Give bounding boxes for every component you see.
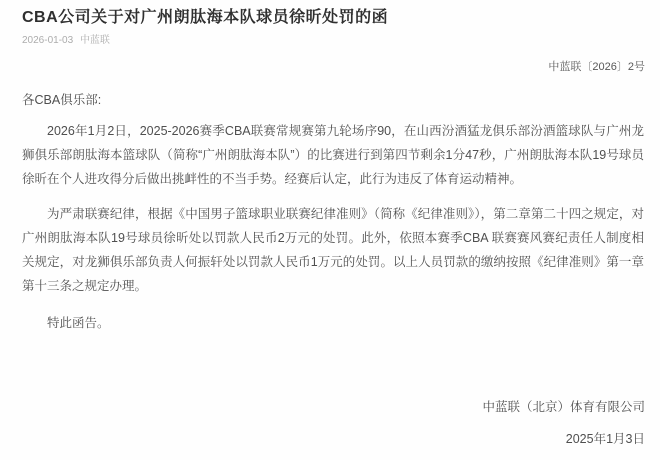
signature-company: 中蓝联（北京）体育有限公司	[482, 400, 645, 414]
publish-date: 2026-01-03	[22, 35, 74, 46]
publisher-name: 中蓝联	[79, 35, 110, 46]
closing-line: 特此函告。	[47, 316, 110, 330]
page-title: CBA公司关于对广州朗肽海本队球员徐昕处罚的函	[22, 9, 389, 26]
signature-block	[482, 399, 645, 447]
body-paragraph-1: 2026年1月2日，2025-2026赛季CBA联赛常规赛第九轮场序90，在山西汾酒猛龙俱乐部汾酒篮球队与广州龙狮俱乐部朗肽海本篮球队（简称“广州朗肽海本队”）的比赛进行到第四节剩余1分47秒，广州朗肽海本队19号球员徐昕在个人进攻得分后做出挑衅性的不当手势。经赛后认定，此行为违反了体育运动精神。	[22, 124, 644, 186]
signature-date: 2025年1月3日	[565, 432, 645, 446]
body-paragraph-2: 为严肃联赛纪律，根据《中国男子篮球职业联赛纪律准则》（简称《纪律准则》），第二章第二十四之规定，对广州朗肽海本队19号球员徐昕处以罚款人民币2万元的处罚。此外，依照本赛季CBA 联赛赛风赛纪责任人制度相关规定，对龙狮俱乐部负责人何振轩处以罚款人民币1万元的处罚。以上人员罚款的缴纳按照《纪律准则》第一章第十三条之规定办理。	[22, 207, 644, 293]
article-meta	[0, 28, 660, 47]
document-number: 中蓝联〔2026〕2号	[548, 61, 645, 73]
salutation-line: 各CBA俱乐部:	[22, 93, 102, 107]
